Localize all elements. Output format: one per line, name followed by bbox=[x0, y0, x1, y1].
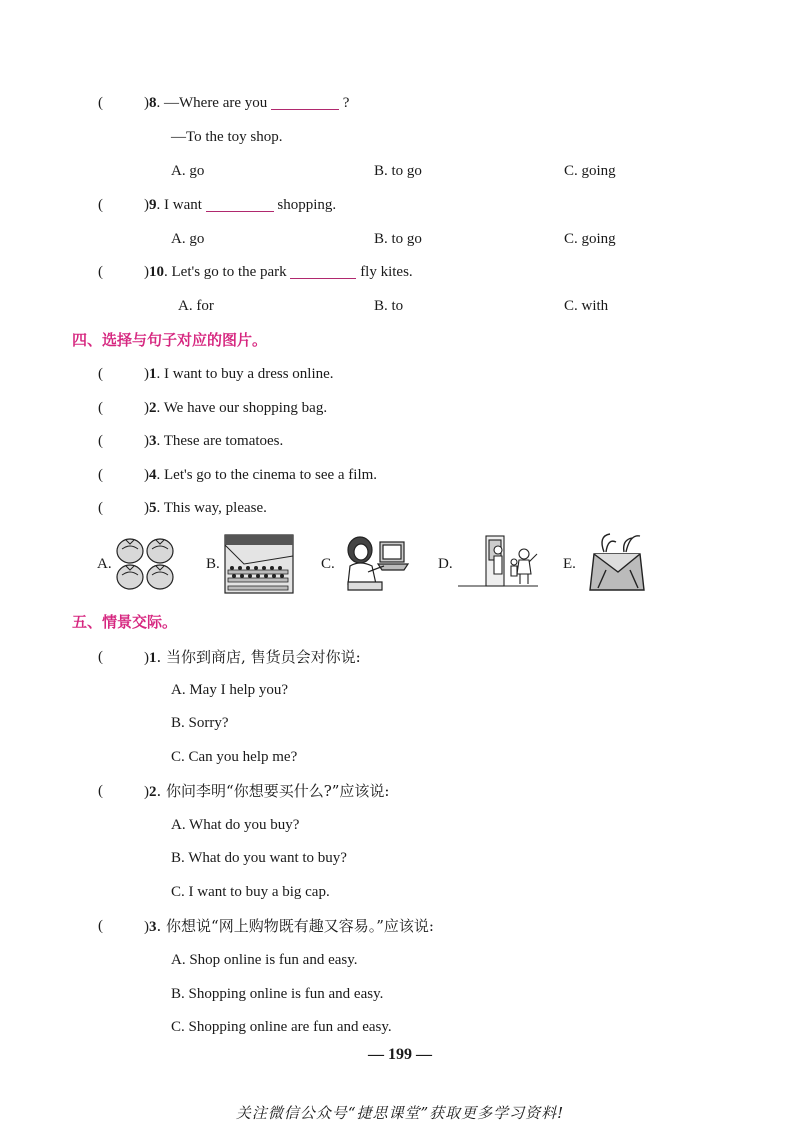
option-a[interactable]: A. May I help you? bbox=[171, 682, 289, 698]
option-b[interactable]: B. What do you want to buy? bbox=[171, 850, 347, 866]
section-4-title: 四、选择与句子对应的图片。 bbox=[72, 331, 268, 349]
picture-label-b: B. bbox=[206, 556, 220, 572]
option-c[interactable]: C. Can you help me? bbox=[171, 749, 298, 765]
picture-label-d: D. bbox=[438, 556, 453, 572]
cinema-picture bbox=[224, 534, 294, 594]
option-c[interactable]: C. going bbox=[564, 163, 616, 179]
this-way-picture bbox=[456, 532, 540, 594]
option-b[interactable]: B. to bbox=[374, 298, 404, 314]
option-a[interactable]: A. for bbox=[178, 298, 214, 314]
tomatoes-picture bbox=[114, 535, 176, 593]
option-b[interactable]: B. to go bbox=[374, 231, 422, 247]
option-c[interactable]: C. I want to buy a big cap. bbox=[171, 884, 330, 900]
online-shopping-picture bbox=[340, 532, 412, 594]
option-a[interactable]: A. go bbox=[171, 231, 205, 247]
section-5-title: 五、情景交际。 bbox=[72, 613, 178, 631]
option-c[interactable]: C. going bbox=[564, 231, 616, 247]
option-c[interactable]: C. with bbox=[564, 298, 609, 314]
question-text: . Let's go to the park bbox=[164, 264, 287, 280]
page-number: — 199 — bbox=[368, 1046, 432, 1063]
answer-blank[interactable] bbox=[206, 211, 274, 212]
question-number: 9 bbox=[149, 197, 157, 213]
option-c[interactable]: C. Shopping online are fun and easy. bbox=[171, 1019, 392, 1035]
option-b[interactable]: B. to go bbox=[374, 163, 422, 179]
picture-label-c: C. bbox=[321, 556, 335, 572]
question-number: 10 bbox=[149, 264, 164, 280]
answer-blank[interactable] bbox=[290, 278, 356, 279]
question-number: 8 bbox=[149, 95, 157, 111]
option-a[interactable]: A. What do you buy? bbox=[171, 817, 300, 833]
question-8-reply: —To the toy shop. bbox=[171, 129, 283, 145]
footer-notice: 关注微信公众号“捷思课堂”获取更多学习资料! bbox=[235, 1104, 565, 1122]
option-a[interactable]: A. go bbox=[171, 163, 205, 179]
picture-label-a: A. bbox=[97, 556, 112, 572]
shopping-bag-picture bbox=[586, 530, 648, 594]
question-text: . I want bbox=[156, 197, 202, 213]
question-text: . —Where are you bbox=[156, 95, 268, 111]
option-a[interactable]: A. Shop online is fun and easy. bbox=[171, 952, 358, 968]
picture-label-e: E. bbox=[563, 556, 576, 572]
answer-blank[interactable] bbox=[271, 109, 339, 110]
option-b[interactable]: B. Shopping online is fun and easy. bbox=[171, 986, 384, 1002]
option-b[interactable]: B. Sorry? bbox=[171, 715, 229, 731]
